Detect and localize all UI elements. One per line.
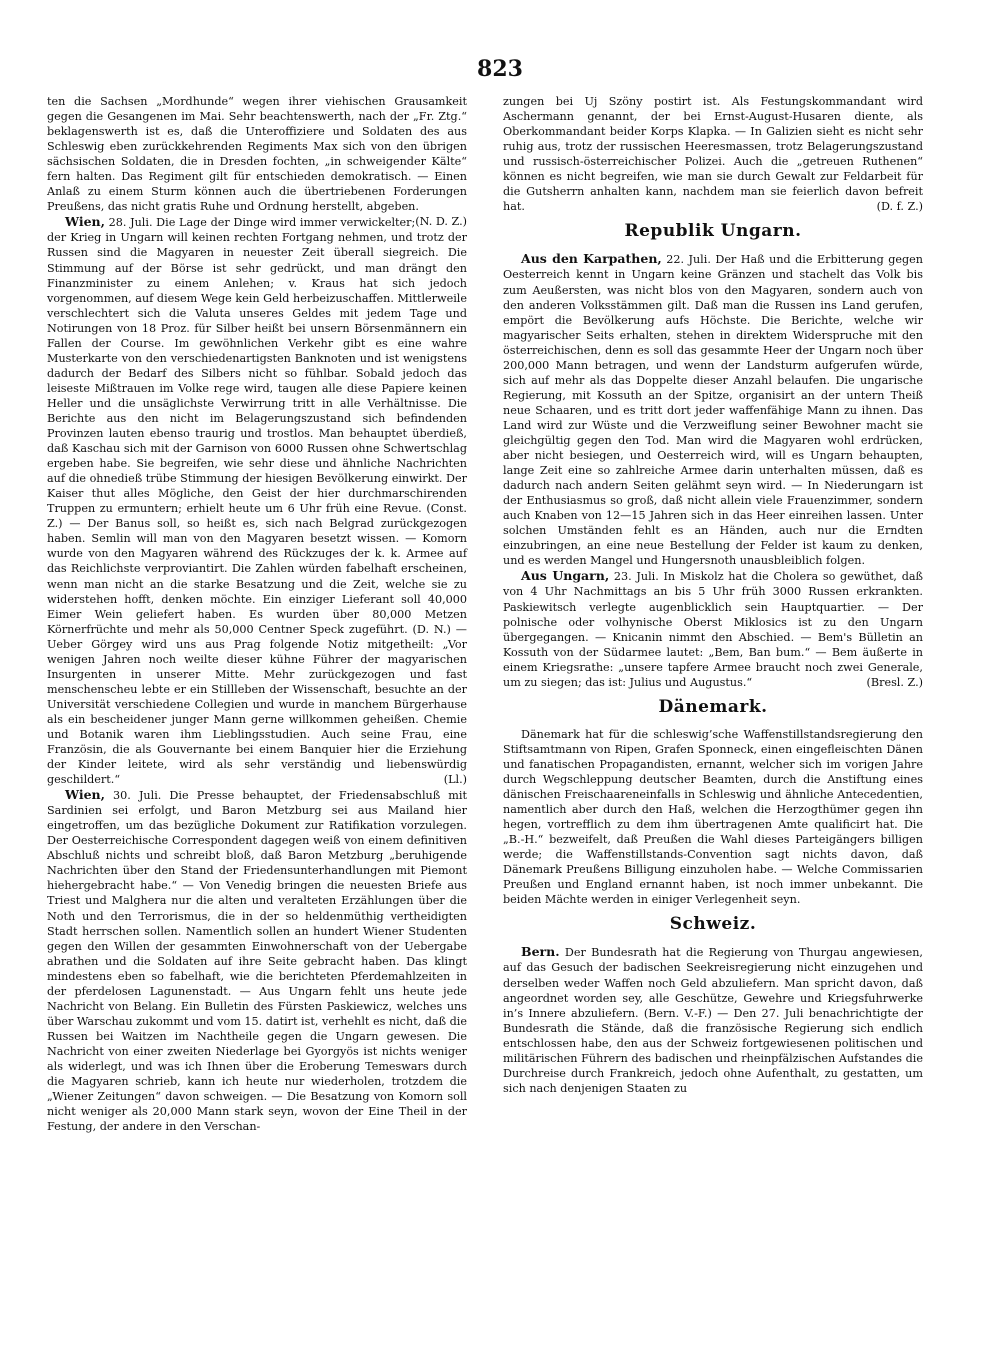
source-citation: (Bresl. Z.): [866, 675, 923, 689]
article-text: zungen bei Uj Szöny postirt ist. Als Festungskommandant wird Aschermann genannt, der bei Ernst-August-Husaren diente, als Oberkommandant beider Korps Klapka. — In Galizien sieht es nicht sehr ruhig aus, trotz der russischen Heeresmassen, trotz Belagerungszustand und russisch-österreichischer Polizei. Auch die „getreuen Ruthenen“ können es nicht begreifen, wie man sie durch Gewalt zur Feldarbeit für die Gutsherrn anhalten kann, nachdem man sie feierlich davon befreit hat.: [503, 95, 923, 214]
source-citation: (D. f. Z.): [876, 200, 923, 214]
article-text: Dänemark hat für die schleswig’sche Waffenstillstandsregierung den Stiftsamtmann von Ripen, Grafen Sponneck, einen eingefleischten Dänen und fanatischen Propagandisten, ernannt, welcher sich im vorigen Jahre durch Wegschleppung deutscher Beamten, durch die Anstiftung eines dänischen Freischaareneinfalls in Schleswig und ähnliche Antecedentien, namentlich aber durch den Haß, welchen die Herzogthümer gegen ihn hegen, vortrefflich zu dem ihm übertragenen Amte qualificirt hat. Die „B.-H.“ bezweifelt, daß Preußen die Wahl dieses Parteigängers billigen werde; die Waffenstillstands-Convention sagt nichts davon, daß Dänemark Preußens Billigung einzuholen habe. — Welche Commissarien Preußen und England ernannt haben, ist noch immer unbekannt. Die beiden Mächte werden in einiger Verlegenheit seyn.: [503, 727, 923, 907]
article-bern: [503, 944, 923, 1095]
dateline: Aus den Karpathen,: [521, 251, 662, 267]
article-text: 28. Juli. Die Lage der Dinge wird immer verwickelter; der Krieg in Ungarn will keinen rechten Fortgang nehmen, und trotz der Russen sind die Magyaren in neuester Zeit überall siegreich. Die Stimmung auf der Börse ist sehr gedrückt, und man drängt den Finanzminister zu einem Anlehen; v. Kraus hat sich jedoch vorgenommen, auf diesem Wege kein Geld herbeizuschaffen. Mittlerweile verschlechtert sich die Valuta unseres Geldes mit jedem Tage und Notirungen von 18 Proz. für Silber heißt bei unsern Börsenmännern ein Fallen der Course. Im gewöhnlichen Verkehr gibt es eine wahre Musterkarte von den verschiedenartigsten Banknoten und ist wenigstens dadurch der Bedarf des Silbers nicht so fühlbar. Sobald jedoch das leiseste Mißtrauen im Volke rege wird, taugen alle diese Papiere keinen Heller und die unsäglichste Verwirrung tritt in alle Verhältnisse. Die Berichte aus den nicht im Belagerungszustand sich befindenden Provinzen lauten ebenso traurig und trostlos. Man behauptet überdieß, daß Kaschau sich mit der Garnison von 6000 Russen ohne Schwertschlag ergeben habe. Sie begreifen, wie sehr diese und ähnliche Nachrichten auf die ohnedieß trübe Stimmung der hiesigen Bevölkerung einwirkt. Der Kaiser thut alles Mögliche, den Geist der hier durchmarschirenden Truppen zu ermuntern; erhielt heute um 6 Uhr früh eine Revue. (Const. Z.) — Der Banus soll, so heißt es, sich nach Belgrad zurückgezogen haben. Semlin will man von den Magyaren besetzt wissen. — Komorn wurde von den Magyaren während des Rückzuges der k. k. Armee auf das Reichlichste verproviantirt. Die Zahlen würden fabelhaft erscheinen, wenn man nicht an die starke Besatzung und die Zeit, welche sie zu widerstehen hofft, denken möchte. Ein einziger Lieferant soll 40,000 Eimer Wein geliefert haben. Es wurden über 80,000 Metzen Körnerfrüchte und mehr als 50,000 Centner Speck zugeführt. (D. N.) — Ueber Görgey wird uns aus Prag folgende Notiz mitgetheilt: „Vor wenigen Jahren noch weilte dieser kühne Führer der magyarischen Insurgenten in unserer Mitte. Mehr zurückgezogen und fast menschenscheu lebte er ein Stillleben der Wissenschaft, besuchte an der Universität verschiedene Collegien und wurde in manchem Bürgerhause als ein bescheidener junger Mann gerne willkommen geheißen. Chemie und Botanik waren ihm Lieblingsstudien. Auch seine Frau, eine Französin, die als Gouvernante bei einem Banquier hier die Erziehung der Kinder leitete, wird als sehr verständig und liebenswürdig geschildert.“: [47, 216, 467, 787]
article-text: 23. Juli. In Miskolz hat die Cholera so gewüthet, daß von 4 Uhr Nachmittags an bis 5 Uhr früh 3000 Russen erkrankten. Paskiewitsch verlegte augenblicklich sein Hauptquartier. — Der polnische oder volhynische Oberst Miklosics ist zu den Ungarn übergegangen. — Knicanin nimmt den Abschied. — Bem's Bülletin an Kossuth von der Südarmee lautet: „Bem, Ban bum.“ — Bem äußerte in einem Kriegsrathe: „unsere tapfere Armee braucht noch zwei Generale, um zu siegen; das ist: Julius und Augustus.“: [503, 570, 924, 689]
page-number: 823: [477, 56, 523, 82]
source-citation: (N. D. Z.): [415, 215, 467, 229]
article-text: 30. Juli. Die Presse behauptet, der Friedensabschluß mit Sardinien sei erfolgt, und Baron Metzburg sei aus Mailand hier eingetroffen, um das bezügliche Dokument zur Ratifikation vorzulegen. Der Oesterreichische Correspondent dagegen weiß von einem definitiven Abschluß nichts und schreibt bloß, daß Baron Metzburg „beruhigende Nachrichten über den Stand der Friedensunterhandlungen mit Piemont hiehergebracht habe.“ — Von Venedig bringen die neuesten Briefe aus Triest und Malghera nur die alten und veralteten Erzählungen über die Noth und den Terrorismus, die in der so heldenmüthig vertheidigten Stadt herrschen sollen. Namentlich sollen an hundert Wiener Studenten gegen den Willen der gesammten Einwohnerschaft von der Uebergabe abrathen und die Soldaten auf ihre Seite gebracht haben. Das klingt mindestens eben so fabelhaft, wie die berichteten Pferdemahlzeiten in der pferdelosen Lagunenstadt. — Aus Ungarn fehlt uns heute jede Nachricht von Belang. Ein Bulletin des Fürsten Paskiewicz, welches uns über Warschau zukommt und vom 15. datirt ist, verhehlt es nicht, daß die Russen bei Waitzen im Nachtheile gegen die Ungarn gewesen. Die Nachricht von einer zweiten Niederlage bei Gyorgyös ist nichts weniger als widerlegt, und was ich Ihnen über die Eroberung Temeswars durch die Magyaren schrieb, kann ich heute nur wiederholen, trotzdem die „Wiener Zeitungen“ davon schweigen. — Die Besatzung von Komorn soll nicht weniger als 20,000 Mann stark seyn, wovon der Eine Theil in der Festung, der andere in den Verschan-: [47, 789, 467, 1134]
article-wien-28: [47, 214, 467, 787]
section-heading-schweiz: Schweiz.: [669, 914, 757, 935]
right-column: [503, 94, 923, 1096]
dateline: Bern.: [521, 944, 560, 960]
left-column: [47, 94, 467, 1134]
article-daenemark: [503, 727, 923, 908]
article-wien-30: [47, 787, 467, 1134]
article-text: 22. Juli. Der Haß und die Erbitterung gegen Oesterreich kennt in Ungarn keine Gränzen und stachelt das Volk bis zum Aeußersten, was nicht blos von den Magyaren, sondern auch von den anderen Volksstämmen gilt. Daß man die Russen ins Land gerufen, empört die Bevölkerung aufs Höchste. Die Berichte, welche wir magyarischer Seits erhalten, stehen in direktem Widerspruche mit den österreichischen, denn es soll das gesammte Heer der Ungarn noch über 200,000 Mann betragen, und wenn der Landsturm aufgerufen würde, sich auf mehr als das Doppelte dieser Anzahl belaufen. Die ungarische Regierung, mit Kossuth an der Spitze, organisirt an der untern Theiß neue Schaaren, und es tritt dort jeder waffenfähige Mann zu ihnen. Das Land wird zur Wüste und die Verzweiflung seiner Bewohner macht sie gleichgültig gegen den Tod. Man wird die Magyaren wohl erdrücken, aber nicht besiegen, und Oesterreich wird, will es Ungarn behaupten, lange Zeit eine so zahlreiche Armee darin unterhalten müssen, daß es dadurch nach andern Seiten gelähmt seyn wird. — In Niederungarn ist der Enthusiasmus so groß, daß nicht allein viele Frauenzimmer, sondern auch Knaben von 12—15 Jahren sich in das Heer einreihen lassen. Unter solchen Umständen fehlt es an Händen, auch nur die Erndten einzubringen, an eine neue Bestellung der Felder ist kaum zu denken, und es werden Mangel und Hungersnoth unausbleiblich folgen.: [503, 253, 923, 568]
article-karpathen: [503, 251, 923, 568]
article-continuation: [503, 94, 923, 214]
article-text: Der Bundesrath hat die Regierung von Thurgau angewiesen, auf das Gesuch der badischen Seekreisregierung nicht einzugehen und derselben weder Waffen noch Geld abzuliefern. Man spricht davon, daß angeordnet worden sey, alle Geschütze, Gewehre und Kriegsfuhrwerke in’s Innere abzuliefern. (Bern. V.-F.) — Den 27. Juli benachrichtigte der Bundesrath die Stände, daß die französische Regierung sich endlich entschlossen habe, den aus der Schweiz fortgewiesenen politischen und militärischen Führern des badischen und rheinpfälzischen Aufstandes die Durchreise durch Frankreich, jedoch ohne Aufenthalt, zu gestatten, um sich nach denjenigen Staaten zu: [503, 946, 923, 1095]
source-citation: (Ll.): [443, 773, 467, 787]
dateline: Wien,: [65, 787, 105, 803]
article-text: ten die Sachsen „Mordhunde“ wegen ihrer viehischen Grausamkeit gegen die Gesangenen im Mai. Sehr beachtenswerth, nach der „Fr. Ztg.“ beklagenswerth ist es, daß die Unteroffiziere und Soldaten des aus Schleswig eben zurückkehrenden Regiments Max sich von den übrigen sächsischen Soldaten, die in Dresden fochten, „in schweigender Kälte“ fern halten. Das Regiment gilt für entschieden demokratisch. — Einen Anlaß zu einem Sturm können auch die übertriebenen Forderungen Preußens, das nicht gratis Ruhe und Ordnung herstellt, abgeben.: [47, 95, 467, 214]
section-heading-republik-ungarn: Republik Ungarn.: [624, 221, 802, 242]
section-heading-daenemark: Dänemark.: [658, 696, 768, 717]
dateline: Aus Ungarn,: [521, 568, 610, 584]
article-aus-ungarn: [503, 568, 923, 689]
dateline: Wien,: [65, 214, 105, 230]
